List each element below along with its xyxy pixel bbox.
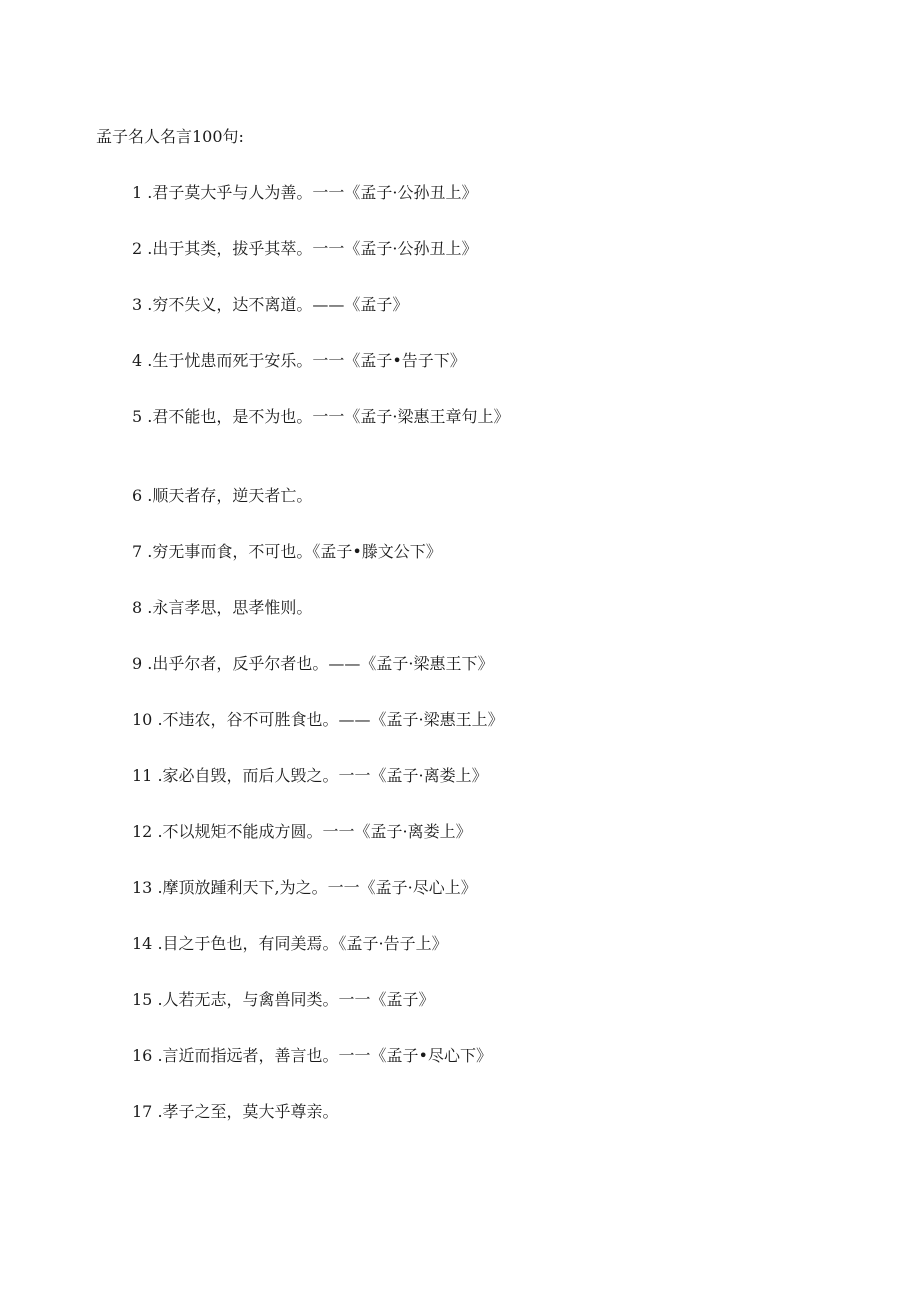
list-item: 5 .君不能也，是不为也。一一《孟子·梁惠王章句上》	[132, 407, 510, 426]
list-item: 1 .君子莫大乎与人为善。一一《孟子·公孙丑上》	[132, 183, 478, 202]
quote-text: 出于其类，拔乎其萃。一一《孟子·公孙丑上》	[152, 239, 478, 258]
quote-text: 生于忧患而死于安乐。一一《孟子•告子下》	[152, 351, 466, 370]
list-item: 2 .出于其类，拔乎其萃。一一《孟子·公孙丑上》	[132, 239, 478, 258]
quote-number: 3	[132, 295, 143, 314]
quote-number: 2	[132, 239, 143, 258]
list-item: 13 .摩顶放踵利天下,为之。一一《孟子·尽心上》	[132, 878, 477, 897]
quote-text: 不以规矩不能成方圆。一一《孟子·离娄上》	[162, 822, 472, 841]
quote-text: 君子莫大乎与人为善。一一《孟子·公孙丑上》	[152, 183, 478, 202]
list-item: 4 .生于忧患而死于安乐。一一《孟子•告子下》	[132, 351, 466, 370]
list-item: 11 .家必自毁，而后人毁之。一一《孟子·离娄上》	[132, 766, 488, 785]
quote-number: 16	[132, 1046, 153, 1065]
list-item: 9 .出乎尔者，反乎尔者也。——《孟子·梁惠王下》	[132, 654, 494, 673]
list-item: 12 .不以规矩不能成方圆。一一《孟子·离娄上》	[132, 822, 472, 841]
page-title: 孟子名人名言100句:	[96, 127, 244, 146]
quote-number: 4	[132, 351, 143, 370]
quote-text: 君不能也，是不为也。一一《孟子·梁惠王章句上》	[152, 407, 510, 426]
quote-number: 17	[132, 1102, 153, 1121]
quote-text: 顺天者存，逆天者亡。	[152, 486, 313, 505]
list-item: 8 .永言孝思，思孝惟则。	[132, 598, 313, 617]
quote-number: 7	[132, 542, 143, 561]
quote-text: 永言孝思，思孝惟则。	[152, 598, 313, 617]
list-item: 15 .人若无志，与禽兽同类。一一《孟子》	[132, 990, 435, 1009]
quote-number: 9	[132, 654, 143, 673]
list-item: 10 .不违农，谷不可胜食也。——《孟子·梁惠王上》	[132, 710, 504, 729]
quote-text: 摩顶放踵利天下,为之。一一《孟子·尽心上》	[162, 878, 477, 897]
list-item: 16 .言近而指远者，善言也。一一《孟子•尽心下》	[132, 1046, 492, 1065]
quote-number: 12	[132, 822, 153, 841]
quote-text: 目之于色也，有同美焉。《孟子·告子上》	[162, 934, 448, 953]
quote-text: 不违农，谷不可胜食也。——《孟子·梁惠王上》	[162, 710, 504, 729]
quote-number: 6	[132, 486, 143, 505]
quote-text: 言近而指远者，善言也。一一《孟子•尽心下》	[162, 1046, 492, 1065]
quote-text: 出乎尔者，反乎尔者也。——《孟子·梁惠王下》	[152, 654, 494, 673]
quote-number: 13	[132, 878, 153, 897]
quote-number: 1	[132, 183, 143, 202]
quote-number: 11	[132, 766, 153, 785]
quote-number: 5	[132, 407, 143, 426]
list-item: 17 .孝子之至，莫大乎尊亲。	[132, 1102, 339, 1121]
list-item: 7 .穷无事而食，不可也。《孟子•滕文公下》	[132, 542, 442, 561]
quote-text: 穷无事而食，不可也。《孟子•滕文公下》	[152, 542, 442, 561]
list-item: 6 .顺天者存，逆天者亡。	[132, 486, 313, 505]
list-item: 14 .目之于色也，有同美焉。《孟子·告子上》	[132, 934, 448, 953]
quote-text: 家必自毁，而后人毁之。一一《孟子·离娄上》	[162, 766, 488, 785]
quote-text: 人若无志，与禽兽同类。一一《孟子》	[162, 990, 435, 1009]
list-item: 3 .穷不失义，达不离道。——《孟子》	[132, 295, 409, 314]
quote-text: 穷不失义，达不离道。——《孟子》	[152, 295, 409, 314]
quote-text: 孝子之至，莫大乎尊亲。	[162, 1102, 339, 1121]
quote-number: 10	[132, 710, 153, 729]
quote-number: 15	[132, 990, 153, 1009]
quote-number: 14	[132, 934, 153, 953]
quote-number: 8	[132, 598, 143, 617]
